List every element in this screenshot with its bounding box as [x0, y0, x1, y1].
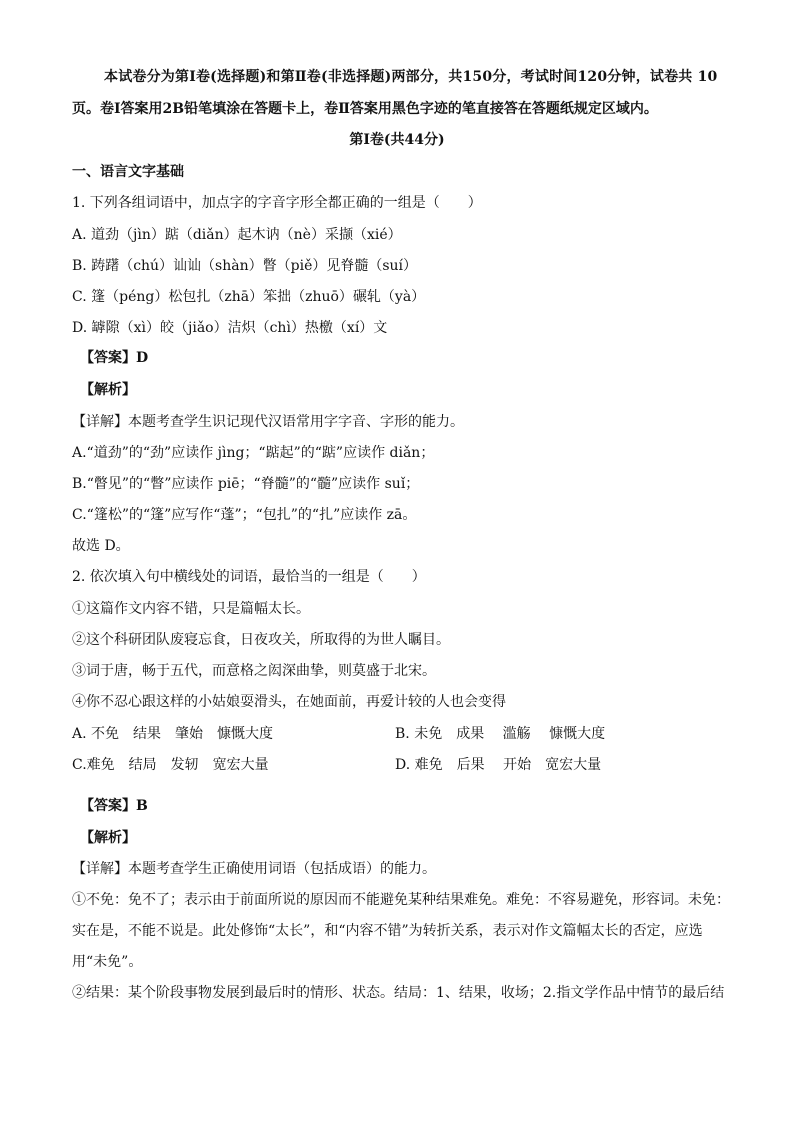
q2-detail-line: ②结果：某个阶段事物发展到最后时的情形、状态。结局：1、结果，收场；2.指文学作品中情节的最后结 — [72, 985, 725, 1001]
q2-analysis-label: 【解析】 — [80, 830, 136, 846]
q1-option-b: B. 踌躇（chú）讪讪（shàn）瞥（piě）见脊髓（suí） — [72, 258, 418, 274]
intro-line-2: 页。卷Ⅰ答案用2B铅笔填涂在答题卡上，卷Ⅱ答案用黑色字迹的笔直接答在答题纸规定区域内。 — [72, 101, 658, 117]
q2-option-c: C.难免 结局 发轫 宽宏大量 — [72, 757, 269, 773]
q1-answer: 【答案】D — [80, 350, 149, 366]
volume-title: 第Ⅰ卷(共44分) — [349, 132, 445, 148]
q1-option-d: D. 罅隙（xì）皎（jiǎo）洁炽（chì）热檄（xí）文 — [72, 320, 388, 336]
intro-line-1: 本试卷分为第Ⅰ卷(选择题)和第Ⅱ卷(非选择题)两部分，共150分，考试时间120分钟，试卷共 10 — [104, 69, 718, 85]
q1-stem: 1. 下列各组词语中，加点字的字音字形全都正确的一组是（ ） — [72, 195, 482, 211]
q2-option-d: D. 难免 后果 开始 宽宏大量 — [395, 757, 602, 773]
q2-sentence: ③词于唐，畅于五代，而意格之闳深曲挚，则莫盛于北宋。 — [72, 663, 436, 679]
q2-detail-line: 用“未免”。 — [72, 954, 143, 970]
q2-sentence: ①这篇作文内容不错，只是篇幅太长。 — [72, 601, 310, 617]
q1-detail-line: 故选 D。 — [72, 538, 130, 554]
q1-analysis-label: 【解析】 — [80, 382, 136, 398]
q1-detail-line: 【详解】本题考查学生识记现代汉语常用字字音、字形的能力。 — [72, 414, 464, 430]
q1-detail-line: A.“道劲”的“劲”应读作 jìng；“踮起”的“踮”应读作 diǎn； — [72, 445, 435, 461]
q2-sentence: ④你不忍心跟这样的小姑娘耍滑头，在她面前，再爱计较的人也会变得 — [72, 694, 506, 710]
q2-detail-line: ①不免：免不了；表示由于前面所说的原因而不能避免某种结果难免。难免：不容易避免，形容词。未免： — [72, 892, 730, 908]
q1-detail-line: C.“篷松”的“篷”应写作“蓬”；“包扎”的“扎”应读作 zā。 — [72, 507, 417, 523]
q1-detail-line: B.“瞥见”的“瞥”应读作 piē；“脊髓”的“髓”应读作 suǐ； — [72, 476, 420, 492]
q2-option-a: A. 不免 结果 肇始 慷慨大度 — [72, 726, 274, 742]
section-title: 一、语言文字基础 — [72, 164, 184, 180]
q2-detail-line: 【详解】本题考查学生正确使用词语（包括成语）的能力。 — [72, 861, 436, 877]
q2-sentence: ②这个科研团队废寝忘食，日夜攻关，所取得的为世人瞩目。 — [72, 632, 450, 648]
q2-stem: 2. 依次填入句中横线处的词语，最恰当的一组是（ ） — [72, 569, 426, 585]
q2-detail-line: 实在是，不能不说是。此处修饰“太长”，和“内容不错”为转折关系，表示对作文篇幅太长的否定，应选 — [72, 923, 703, 939]
q2-option-b: B. 未免 成果 滥觞 慷慨大度 — [395, 726, 606, 742]
q1-option-a: A. 道劲（jìn）踮（diǎn）起木讷（nè）采撷（xié） — [72, 227, 402, 243]
q1-option-c: C. 篷（péng）松包扎（zhā）笨拙（zhuō）碾轧（yà） — [72, 289, 426, 305]
q2-answer: 【答案】B — [80, 798, 148, 814]
